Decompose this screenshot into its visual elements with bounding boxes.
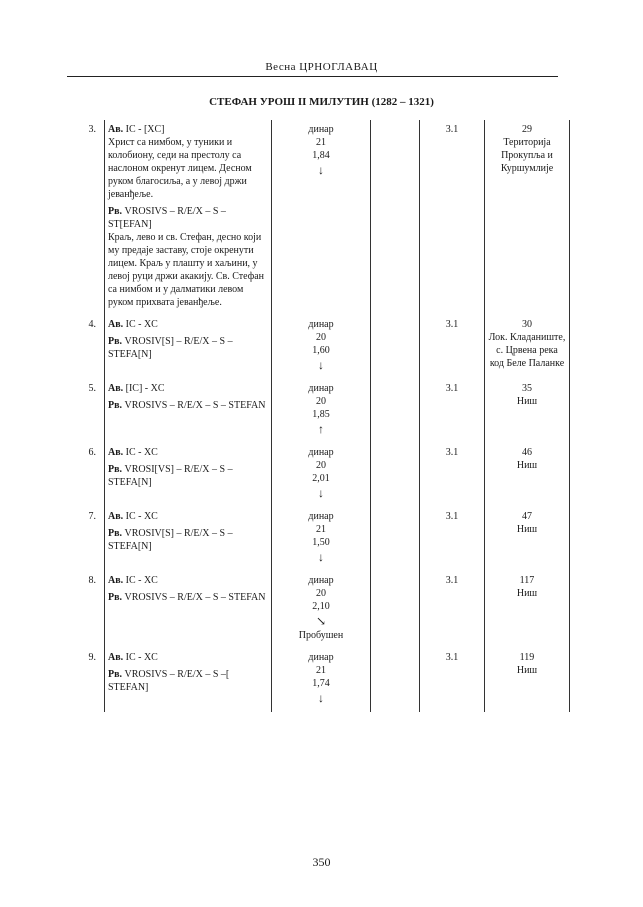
- table-body: [67, 120, 570, 712]
- reverse-label: Рв.: [108, 592, 123, 603]
- reference-cell: [485, 443, 570, 507]
- description-cell: [105, 571, 272, 648]
- type-cell: [420, 443, 485, 507]
- reference-number: 47: [522, 511, 532, 522]
- weight: 1,50: [312, 537, 330, 548]
- type-code: 3.1: [445, 652, 459, 663]
- row-number: 3.: [88, 124, 96, 135]
- weight: 1,85: [312, 409, 330, 420]
- reverse-label: Рв.: [108, 669, 123, 680]
- type-code: 3.1: [445, 319, 459, 330]
- empty-cell: [371, 648, 420, 712]
- row-number: 9.: [88, 652, 96, 663]
- obverse-legend: [IC] - XC: [125, 383, 165, 394]
- empty-cell: [371, 507, 420, 571]
- find-place: Територија Прокупља и Куршумлије: [500, 137, 554, 174]
- obverse-legend: IC - XC: [125, 511, 158, 522]
- reference-cell: [485, 571, 570, 648]
- diameter: 20: [316, 332, 326, 343]
- metrology-cell: [272, 648, 371, 712]
- obverse-label: Ав.: [108, 652, 124, 663]
- obverse-legend: IC - XC: [125, 319, 158, 330]
- empty-cell: [371, 571, 420, 648]
- die-axis-arrow: ↓: [318, 358, 324, 372]
- row-number-cell: [67, 315, 105, 379]
- denomination: динар: [308, 447, 334, 458]
- type-code: 3.1: [445, 575, 459, 586]
- reverse-line: [108, 463, 268, 489]
- weight: 2,01: [312, 473, 330, 484]
- reverse-line: [108, 335, 268, 361]
- description-cell: [105, 120, 272, 315]
- running-head: Весна ЦРНОГЛАВАЦ: [265, 61, 378, 73]
- obverse-label: Ав.: [108, 383, 124, 394]
- obverse-label: Ав.: [108, 124, 124, 135]
- metrology-cell: [272, 443, 371, 507]
- empty-cell: [371, 315, 420, 379]
- reverse-legend: VROSIVS – R/E/X – S – STEFAN: [124, 400, 266, 411]
- type-cell: [420, 648, 485, 712]
- row-number: 4.: [88, 319, 96, 330]
- reference-number: 30: [522, 319, 532, 330]
- table-row: [67, 120, 570, 315]
- diameter: 20: [316, 588, 326, 599]
- description-cell: [105, 507, 272, 571]
- type-cell: [420, 315, 485, 379]
- die-axis-arrow: ↓: [318, 163, 324, 177]
- row-number-cell: [67, 648, 105, 712]
- table-row: [67, 648, 570, 712]
- reverse-legend: VROSIVS – R/E/X – S – ST[EFAN]: [108, 206, 226, 230]
- diameter: 20: [316, 396, 326, 407]
- reference-number: 119: [519, 652, 535, 663]
- obverse-label: Ав.: [108, 319, 124, 330]
- denomination: динар: [308, 383, 334, 394]
- die-axis-arrow: ↓: [318, 486, 324, 500]
- obverse-legend: IC - XC: [125, 575, 158, 586]
- page-number: 350: [312, 855, 331, 869]
- die-axis-arrow: ↑: [318, 422, 324, 436]
- type-cell: [420, 120, 485, 315]
- obverse-line: [108, 382, 268, 395]
- type-code: 3.1: [445, 383, 459, 394]
- metrology-cell: [272, 379, 371, 443]
- reference-cell: [485, 507, 570, 571]
- reverse-legend: VROSIVS – R/E/X – S –[ STEFAN]: [108, 669, 230, 693]
- find-place: Ниш: [516, 524, 538, 535]
- diameter: 21: [316, 665, 326, 676]
- obverse-label: Ав.: [108, 575, 124, 586]
- reference-number: 46: [522, 447, 532, 458]
- description-cell: [105, 443, 272, 507]
- type-code: 3.1: [445, 511, 459, 522]
- obverse-line: [108, 123, 268, 136]
- diameter: 20: [316, 460, 326, 471]
- reverse-label: Рв.: [108, 464, 123, 475]
- die-axis-arrow: ↘: [315, 614, 327, 628]
- type-cell: [420, 571, 485, 648]
- header-rule: [67, 76, 558, 77]
- empty-cell: [371, 379, 420, 443]
- denomination: динар: [308, 319, 334, 330]
- diameter: 21: [316, 524, 326, 535]
- find-place: Ниш: [516, 396, 538, 407]
- reference-cell: [485, 120, 570, 315]
- metrology-cell: [272, 571, 371, 648]
- table-row: [67, 315, 570, 379]
- reverse-line: [108, 399, 268, 412]
- obverse-line: [108, 318, 268, 331]
- empty-cell: [371, 443, 420, 507]
- row-number-cell: [67, 507, 105, 571]
- row-number-cell: [67, 571, 105, 648]
- reverse-legend: VROSIV[S] – R/E/X – S – STEFA[N]: [108, 528, 233, 552]
- weight: 1,74: [312, 678, 330, 689]
- reverse-line: [108, 668, 268, 694]
- obverse-legend: IC - [XC]: [125, 124, 165, 135]
- obverse-legend: IC - XC: [125, 447, 158, 458]
- denomination: динар: [308, 124, 334, 135]
- coin-catalogue-table: [67, 120, 570, 712]
- reverse-line: [108, 591, 268, 604]
- weight: 2,10: [312, 601, 330, 612]
- find-place: Лок. Кладаниште, с. Црвена река код Беле Паланке: [488, 332, 566, 369]
- diameter: 21: [316, 137, 326, 148]
- obverse-legend: IC - XC: [125, 652, 158, 663]
- reverse-label: Рв.: [108, 336, 123, 347]
- denomination: динар: [308, 652, 334, 663]
- weight: 1,60: [312, 345, 330, 356]
- reference-cell: [485, 379, 570, 443]
- description-cell: [105, 315, 272, 379]
- obverse-description: Христ са нимбом, у туники и колобиону, седи на престолу са наслоном окренут лицем. Десном руком благосиља, а у левој држи јеванђеље.: [108, 137, 252, 200]
- reference-number: 117: [519, 575, 535, 586]
- empty-cell: [371, 120, 420, 315]
- reverse-line: [108, 527, 268, 553]
- reference-number: 29: [522, 124, 532, 135]
- section-title: СТЕФАН УРОШ II МИЛУТИН (1282 – 1321): [209, 96, 434, 108]
- reference-cell: [485, 315, 570, 379]
- reverse-label: Рв.: [108, 206, 123, 217]
- type-cell: [420, 507, 485, 571]
- coin-catalogue-table-wrap: [67, 120, 566, 712]
- type-code: 3.1: [445, 124, 459, 135]
- denomination: динар: [308, 575, 334, 586]
- row-number-cell: [67, 443, 105, 507]
- type-cell: [420, 379, 485, 443]
- reverse-legend: VROSI[VS] – R/E/X – S – STEFA[N]: [108, 464, 233, 488]
- row-number: 6.: [88, 447, 96, 458]
- obverse-line: [108, 510, 268, 523]
- obverse-line: [108, 574, 268, 587]
- die-axis-arrow: ↓: [318, 550, 324, 564]
- metrology-cell: [272, 507, 371, 571]
- find-place: Ниш: [516, 460, 538, 471]
- obverse-line: [108, 446, 268, 459]
- reverse-legend: VROSIVS – R/E/X – S – STEFAN: [124, 592, 266, 603]
- reverse-legend: VROSIV[S] – R/E/X – S – STEFA[N]: [108, 336, 233, 360]
- reverse-label: Рв.: [108, 400, 123, 411]
- die-axis-arrow: ↓: [318, 691, 324, 705]
- type-code: 3.1: [445, 447, 459, 458]
- obverse-label: Ав.: [108, 447, 124, 458]
- reverse-label: Рв.: [108, 528, 123, 539]
- description-cell: [105, 648, 272, 712]
- description-cell: [105, 379, 272, 443]
- row-number-cell: [67, 379, 105, 443]
- condition-note: Пробушен: [298, 630, 344, 641]
- row-number: 5.: [88, 383, 96, 394]
- weight: 1,84: [312, 150, 330, 161]
- reverse-description: Краљ, лево и св. Стефан, десно који му предаје заставу, стоје окренути лицем. Краљ у плашту и хаљини, у левој руци држи акакију. Св. Стефан са нимбом и у далматики левом руком прихвата јеванђеље.: [108, 232, 264, 308]
- row-number: 8.: [88, 575, 96, 586]
- find-place: Ниш: [516, 665, 538, 676]
- table-row: [67, 379, 570, 443]
- find-place: Ниш: [516, 588, 538, 599]
- table-row: [67, 443, 570, 507]
- reference-number: 35: [522, 383, 532, 394]
- reverse-line: [108, 205, 268, 231]
- metrology-cell: [272, 315, 371, 379]
- table-row: [67, 571, 570, 648]
- obverse-label: Ав.: [108, 511, 124, 522]
- obverse-line: [108, 651, 268, 664]
- metrology-cell: [272, 120, 371, 315]
- denomination: динар: [308, 511, 334, 522]
- row-number-cell: [67, 120, 105, 315]
- row-number: 7.: [88, 511, 96, 522]
- reference-cell: [485, 648, 570, 712]
- table-row: [67, 507, 570, 571]
